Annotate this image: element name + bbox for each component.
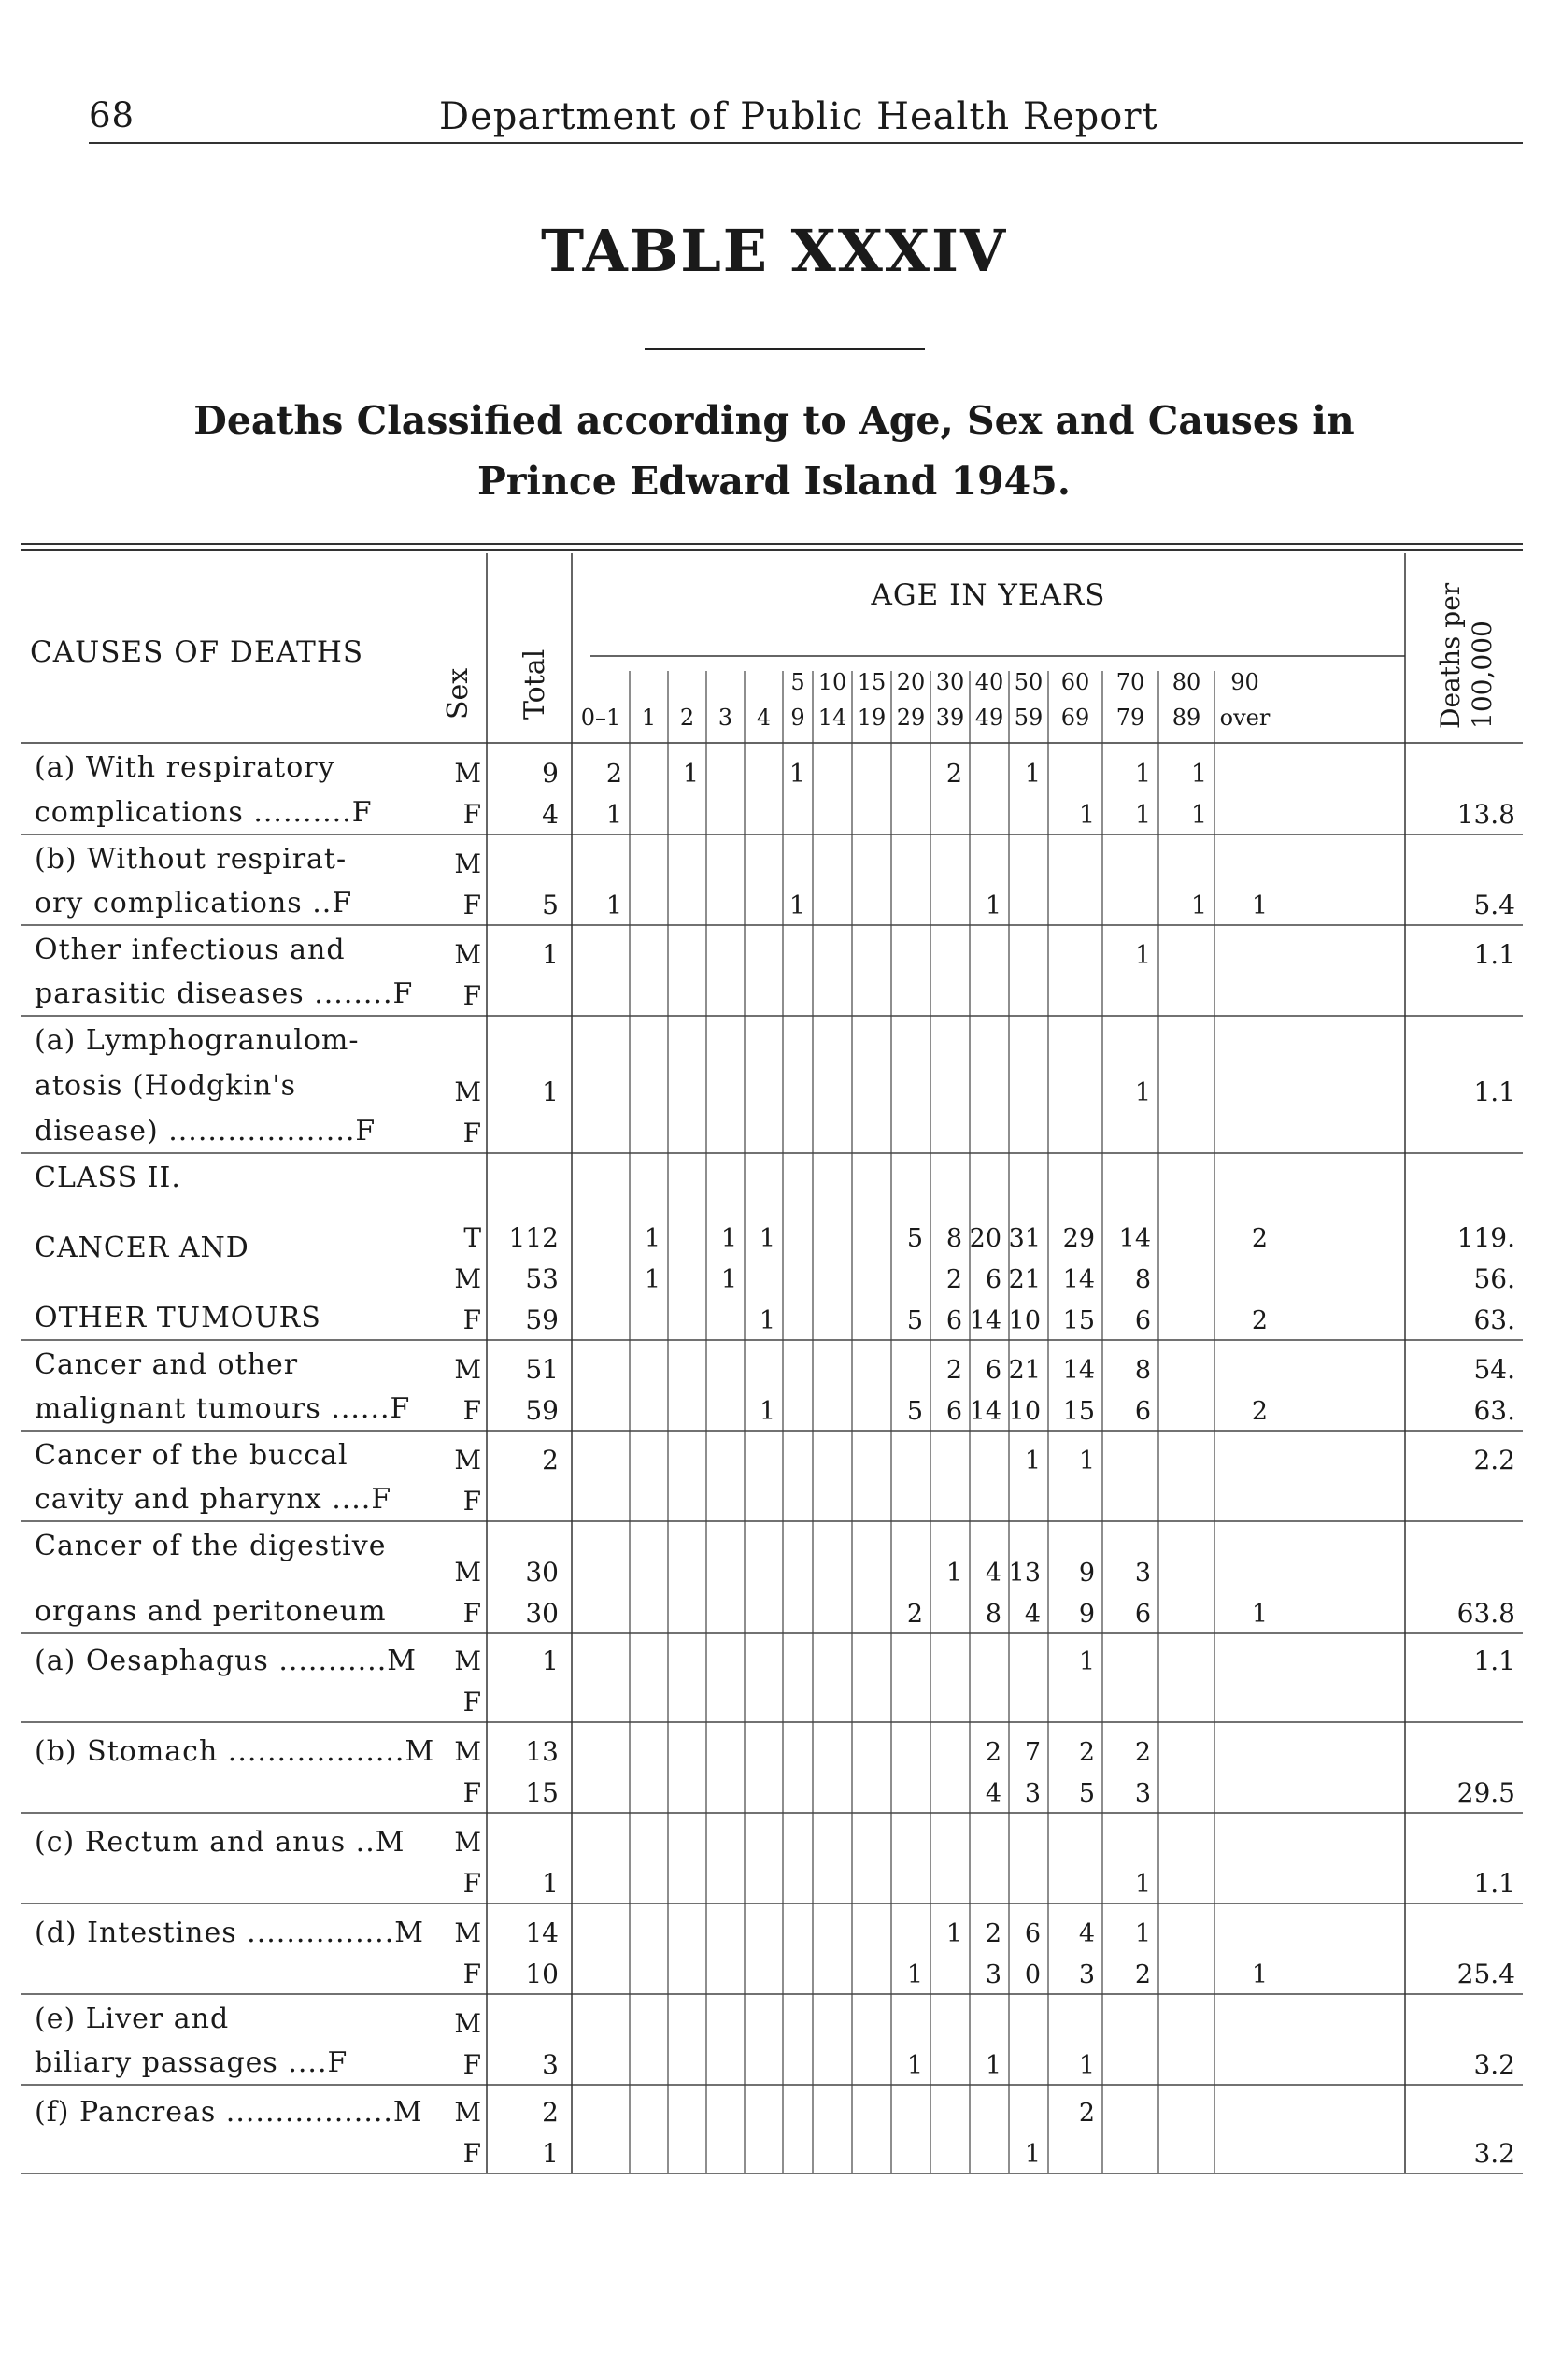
age-cell: 5 <box>906 1397 923 1426</box>
age-cell: 1 <box>1024 760 1041 789</box>
age-cell: 21 <box>1008 1356 1041 1385</box>
age-cell: 6 <box>1134 1600 1151 1629</box>
sex-cell: M <box>454 2008 481 2039</box>
table-subtitle <box>0 391 1548 512</box>
age-cell: 1 <box>644 1224 660 1253</box>
age-cell: 1 <box>1078 1647 1095 1676</box>
age-cell: 5 <box>906 1224 923 1253</box>
age-header-13-end: 79 <box>1115 705 1145 731</box>
age-cell: 1 <box>1024 1447 1041 1475</box>
age-cell: 1 <box>1134 801 1151 830</box>
subtitle-line-2: Prince Edward Island 1945. <box>477 459 1071 504</box>
age-cell: 2 <box>906 1600 923 1629</box>
age-cell: 6 <box>1024 1919 1041 1948</box>
rate-cell: 119. <box>1456 1222 1515 1253</box>
age-cell: 14 <box>969 1397 1001 1426</box>
sex-cell: F <box>462 799 481 830</box>
deaths-table <box>21 542 1525 2187</box>
age-cell: 1 <box>682 760 699 789</box>
age-cell: 2 <box>1251 1224 1268 1253</box>
sex-cell: F <box>462 1395 481 1426</box>
cause-label: (d) Intestines ...............M <box>35 1917 424 1949</box>
sex-cell: F <box>462 980 481 1011</box>
sex-cell: F <box>462 1959 481 1989</box>
age-cell: 1 <box>720 1224 737 1253</box>
age-cell: 2 <box>945 1265 962 1294</box>
age-cell: 5 <box>906 1306 923 1335</box>
age-cell: 4 <box>985 1559 1001 1588</box>
age-cell: 9 <box>1078 1559 1095 1588</box>
age-header-7: 15 <box>857 669 887 695</box>
cause-label: Other infectious and <box>35 933 346 966</box>
cause-label: (c) Rectum and anus ..M <box>35 1826 405 1859</box>
age-cell: 20 <box>969 1224 1001 1253</box>
sex-cell: M <box>454 1076 481 1107</box>
total-cell: 2 <box>542 2097 559 2128</box>
age-cell: 1 <box>906 2051 923 2080</box>
age-cell: 10 <box>1008 1397 1041 1426</box>
rate-cell: 2.2 <box>1473 1445 1515 1475</box>
age-header-15-end: over <box>1219 705 1271 731</box>
rate-cell: 3.2 <box>1473 2049 1515 2080</box>
total-cell: 15 <box>525 1777 559 1808</box>
age-header-7-end: 19 <box>857 705 887 731</box>
age-cell: 21 <box>1008 1265 1041 1294</box>
rate-cell: 63.8 <box>1456 1598 1515 1629</box>
total-cell: 30 <box>525 1557 559 1588</box>
sex-cell: M <box>454 1736 481 1767</box>
age-cell: 1 <box>1251 891 1268 920</box>
age-header-1: 1 <box>641 705 657 731</box>
age-cell: 1 <box>1251 1960 1268 1989</box>
age-cell: 4 <box>985 1779 1001 1808</box>
rate-cell: 5.4 <box>1473 890 1515 920</box>
sex-cell: F <box>462 1687 481 1717</box>
age-cell: 2 <box>1078 1738 1095 1767</box>
age-header-9-end: 39 <box>935 705 965 731</box>
rate-cell: 56. <box>1473 1263 1515 1294</box>
age-header-10-end: 49 <box>974 705 1004 731</box>
age-cell: 1 <box>1078 1447 1095 1475</box>
age-cell: 6 <box>985 1356 1001 1385</box>
age-cell: 3 <box>1134 1559 1151 1588</box>
age-cell: 2 <box>1251 1306 1268 1335</box>
age-cell: 8 <box>985 1600 1001 1629</box>
cause-label: (a) Lymphogranulom- <box>35 1024 360 1057</box>
sex-cell: F <box>462 1118 481 1148</box>
sex-cell: M <box>454 848 481 879</box>
causes-of-deaths-header: CAUSES OF DEATHS <box>30 635 364 669</box>
age-cell: 1 <box>945 1919 962 1948</box>
age-cell: 2 <box>1078 2099 1095 2128</box>
sex-cell: M <box>454 1646 481 1676</box>
sex-cell: M <box>454 1917 481 1948</box>
age-cell: 1 <box>1134 1919 1151 1948</box>
age-cell: 3 <box>1078 1960 1095 1989</box>
age-cell: 2 <box>985 1919 1001 1948</box>
sex-cell: M <box>454 1354 481 1385</box>
sex-cell: M <box>454 1263 481 1294</box>
total-cell: 1 <box>542 1646 559 1676</box>
age-cell: 8 <box>1134 1265 1151 1294</box>
rate-cell: 1.1 <box>1473 1868 1515 1899</box>
age-cell: 1 <box>1134 1078 1151 1107</box>
age-cell: 4 <box>1024 1600 1041 1629</box>
age-cell: 1 <box>1078 801 1095 830</box>
subtitle-line-1: Deaths Classified according to Age, Sex and Causes in <box>193 398 1355 443</box>
cause-label: (a) Oesaphagus ...........M <box>35 1645 417 1677</box>
age-cell: 15 <box>1062 1397 1095 1426</box>
total-cell: 59 <box>525 1395 559 1426</box>
age-cell: 13 <box>1008 1559 1041 1588</box>
age-header-8: 20 <box>896 669 926 695</box>
age-cell: 3 <box>985 1960 1001 1989</box>
cause-label: atosis (Hodgkin's <box>35 1069 296 1103</box>
age-header-8-end: 29 <box>896 705 926 731</box>
cause-label: Cancer and other <box>35 1348 299 1381</box>
rate-cell: 63. <box>1473 1395 1515 1426</box>
total-cell: 9 <box>542 758 559 789</box>
age-cell: 2 <box>605 760 622 789</box>
age-cell: 2 <box>1134 1960 1151 1989</box>
age-cell: 1 <box>985 891 1001 920</box>
rate-cell: 13.8 <box>1456 799 1515 830</box>
age-cell: 1 <box>906 1960 923 1989</box>
total-cell: 51 <box>525 1354 559 1385</box>
total-cell: 3 <box>542 2049 559 2080</box>
total-cell: 5 <box>542 890 559 920</box>
age-header-9: 30 <box>935 669 965 695</box>
age-cell: 2 <box>945 760 962 789</box>
header-rule <box>89 142 1523 144</box>
age-header-14: 80 <box>1172 669 1201 695</box>
total-cell: 10 <box>525 1959 559 1989</box>
age-cell: 1 <box>1078 2051 1095 2080</box>
cause-label: (a) With respiratory <box>35 751 335 784</box>
age-cell: 9 <box>1078 1600 1095 1629</box>
age-header-4: 4 <box>756 705 772 731</box>
age-header-14-end: 89 <box>1172 705 1201 731</box>
rate-cell: 1.1 <box>1473 1076 1515 1107</box>
sex-cell: F <box>462 1486 481 1517</box>
age-header-6: 10 <box>817 669 847 695</box>
age-header-5-end: 9 <box>790 705 805 731</box>
age-cell: 1 <box>1024 2140 1041 2169</box>
rate-cell: 29.5 <box>1456 1777 1515 1808</box>
sex-cell: F <box>462 1868 481 1899</box>
age-cell: 1 <box>1190 891 1207 920</box>
age-header-15: 90 <box>1230 669 1259 695</box>
age-cell: 1 <box>1251 1600 1268 1629</box>
age-cell: 2 <box>985 1738 1001 1767</box>
cause-label: organs and peritoneum <box>35 1595 387 1628</box>
age-cell: 8 <box>945 1224 962 1253</box>
total-header: Total <box>518 648 551 720</box>
age-cell: 1 <box>788 760 805 789</box>
age-cell: 14 <box>1118 1224 1151 1253</box>
age-cell: 1 <box>1190 801 1207 830</box>
age-cell: 2 <box>945 1356 962 1385</box>
sex-cell: F <box>462 2138 481 2169</box>
age-header-13: 70 <box>1115 669 1145 695</box>
age-header-3: 3 <box>717 705 733 731</box>
total-cell: 1 <box>542 2138 559 2169</box>
total-cell: 53 <box>525 1263 559 1294</box>
age-cell: 8 <box>1134 1356 1151 1385</box>
age-cell: 1 <box>759 1306 775 1335</box>
age-cell: 1 <box>759 1397 775 1426</box>
cause-label: parasitic diseases ........F <box>35 977 414 1010</box>
total-cell: 14 <box>525 1917 559 1948</box>
age-cell: 1 <box>1134 760 1151 789</box>
age-header-11-end: 59 <box>1014 705 1044 731</box>
sex-cell: M <box>454 1557 481 1588</box>
sex-cell: M <box>454 1827 481 1858</box>
rate-cell: 63. <box>1473 1304 1515 1335</box>
age-cell: 6 <box>1134 1397 1151 1426</box>
age-cell: 1 <box>945 1559 962 1588</box>
age-header-2: 2 <box>679 705 695 731</box>
age-cell: 1 <box>605 891 622 920</box>
sex-cell: F <box>462 1304 481 1335</box>
sex-cell: M <box>454 1445 481 1475</box>
age-cell: 29 <box>1062 1224 1095 1253</box>
sex-cell: F <box>462 1777 481 1808</box>
total-cell: 4 <box>542 799 559 830</box>
age-cell: 3 <box>1024 1779 1041 1808</box>
cause-label: CLASS II. <box>35 1161 181 1194</box>
sex-cell: T <box>463 1222 481 1253</box>
cause-label: (b) Stomach ..................M <box>35 1735 435 1768</box>
age-header-12-end: 69 <box>1060 705 1090 731</box>
cause-label: malignant tumours ......F <box>35 1392 411 1425</box>
cause-label: cavity and pharynx ....F <box>35 1483 392 1516</box>
sex-cell: M <box>454 939 481 970</box>
deaths-per-100000-header: Deaths per100,000 <box>1435 582 1498 729</box>
title-rule <box>645 348 925 350</box>
age-header-0: 0–1 <box>580 705 621 731</box>
sex-cell: M <box>454 758 481 789</box>
age-header-11: 50 <box>1014 669 1044 695</box>
age-cell: 0 <box>1024 1960 1041 1989</box>
age-cell: 6 <box>1134 1306 1151 1335</box>
age-cell: 7 <box>1024 1738 1041 1767</box>
total-cell: 30 <box>525 1598 559 1629</box>
age-header-12: 60 <box>1060 669 1090 695</box>
sex-cell: F <box>462 2049 481 2080</box>
rate-cell: 54. <box>1473 1354 1515 1385</box>
total-cell: 1 <box>542 1076 559 1107</box>
age-cell: 1 <box>759 1224 775 1253</box>
page-number: 68 <box>89 95 135 135</box>
total-cell: 1 <box>542 1868 559 1899</box>
deaths-table-grid <box>21 542 1525 2187</box>
rate-cell: 1.1 <box>1473 939 1515 970</box>
age-cell: 15 <box>1062 1306 1095 1335</box>
age-cell: 6 <box>985 1265 1001 1294</box>
total-cell: 1 <box>542 939 559 970</box>
age-cell: 14 <box>1062 1356 1095 1385</box>
age-cell: 1 <box>720 1265 737 1294</box>
age-in-years-header: AGE IN YEARS <box>871 578 1106 612</box>
age-cell: 6 <box>945 1397 962 1426</box>
rate-cell: 1.1 <box>1473 1646 1515 1676</box>
running-title: Department of Public Health Report <box>439 95 1158 138</box>
cause-label: (b) Without respirat- <box>35 843 348 876</box>
sex-header: Sex <box>442 667 475 720</box>
cause-label: Cancer of the buccal <box>35 1439 348 1472</box>
rate-cell: 25.4 <box>1456 1959 1515 1989</box>
rate-cell: 3.2 <box>1473 2138 1515 2169</box>
cause-label: ory complications ..F <box>35 887 353 919</box>
age-cell: 2 <box>1251 1397 1268 1426</box>
cause-label: (e) Liver and <box>35 2002 230 2035</box>
cause-label: Cancer of the digestive <box>35 1530 387 1562</box>
cause-label: (f) Pancreas .................M <box>35 2096 423 2129</box>
sex-cell: F <box>462 890 481 920</box>
age-cell: 1 <box>985 2051 1001 2080</box>
age-cell: 1 <box>788 891 805 920</box>
cause-label: OTHER TUMOURS <box>35 1302 321 1334</box>
sex-cell: F <box>462 1598 481 1629</box>
age-cell: 1 <box>644 1265 660 1294</box>
age-cell: 10 <box>1008 1306 1041 1335</box>
age-cell: 1 <box>1190 760 1207 789</box>
age-cell: 5 <box>1078 1779 1095 1808</box>
total-cell: 112 <box>508 1222 559 1253</box>
age-cell: 3 <box>1134 1779 1151 1808</box>
age-cell: 1 <box>1134 1870 1151 1899</box>
age-cell: 2 <box>1134 1738 1151 1767</box>
age-header-10: 40 <box>974 669 1004 695</box>
age-cell: 1 <box>605 801 622 830</box>
total-cell: 13 <box>525 1736 559 1767</box>
age-cell: 14 <box>969 1306 1001 1335</box>
cause-label: complications ..........F <box>35 796 373 829</box>
sex-cell: M <box>454 2097 481 2128</box>
cause-label: CANCER AND <box>35 1232 249 1264</box>
table-title: TABLE XXXIV <box>540 217 1008 285</box>
age-cell: 1 <box>1134 941 1151 970</box>
age-cell: 6 <box>945 1306 962 1335</box>
age-header-6-end: 14 <box>817 705 847 731</box>
age-header-5: 5 <box>790 669 805 695</box>
age-cell: 4 <box>1078 1919 1095 1948</box>
age-cell: 14 <box>1062 1265 1095 1294</box>
age-cell: 31 <box>1008 1224 1041 1253</box>
cause-label: disease) ...................F <box>35 1115 376 1147</box>
total-cell: 59 <box>525 1304 559 1335</box>
cause-label: biliary passages ....F <box>35 2046 348 2079</box>
total-cell: 2 <box>542 1445 559 1475</box>
